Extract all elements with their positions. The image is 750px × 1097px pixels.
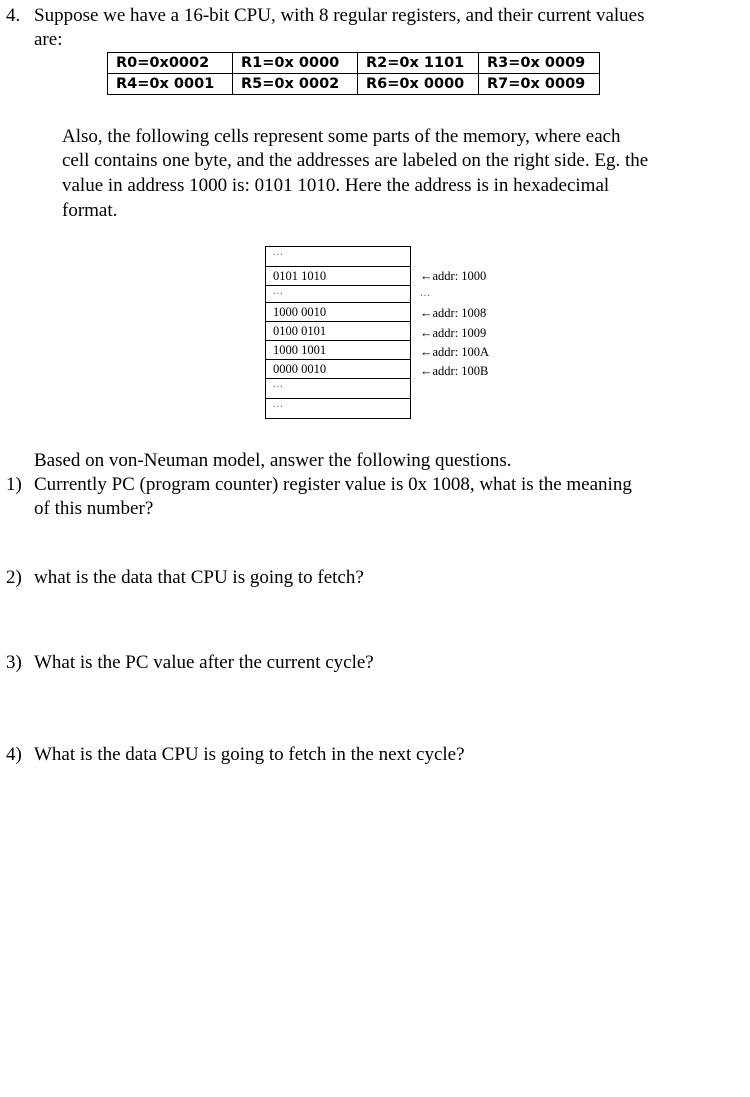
memory-diagram	[265, 246, 411, 419]
register-row	[108, 53, 600, 74]
register-cell: R3=0x 0009	[479, 53, 600, 74]
register-cell: R0=0x0002	[108, 53, 233, 74]
register-cell: R6=0x 0000	[358, 74, 479, 95]
register-cell: R7=0x 0009	[479, 74, 600, 95]
address-label: ←addr: 100A	[420, 345, 490, 359]
memory-text-line2: cell contains one byte, and the addresses are labeled on the right side. Eg. the	[62, 150, 649, 171]
address-label: ←addr: 1008	[420, 306, 487, 320]
memory-cell: …	[266, 286, 410, 303]
subquestion-number: 2)	[6, 567, 22, 588]
memory-cell: …	[266, 399, 410, 419]
subquestion-1-line1: Currently PC (program counter) register value is 0x 1008, what is the meaning	[34, 474, 632, 495]
memory-text-line1: Also, the following cells represent some parts of the memory, where each	[62, 126, 621, 147]
address-label: ←addr: 1000	[420, 269, 487, 283]
question-number: 4.	[6, 5, 21, 26]
register-cell: R5=0x 0002	[233, 74, 358, 95]
memory-cell: 0000 0010	[266, 360, 410, 379]
subquestion-number: 3)	[6, 652, 22, 673]
register-table	[107, 52, 600, 95]
subquestion-number: 1)	[6, 474, 22, 495]
subquestion-1-line2: of this number?	[34, 498, 154, 519]
subquestion-number: 4)	[6, 744, 22, 765]
address-label: ←addr: 1009	[420, 326, 487, 340]
memory-text-line3: value in address 1000 is: 0101 1010. Here the address is in hexadecimal	[62, 175, 610, 196]
memory-cell: …	[266, 247, 410, 267]
register-cell: R2=0x 1101	[358, 53, 479, 74]
address-label: …	[420, 288, 430, 299]
memory-cell: 0101 1010	[266, 267, 410, 286]
instructions-text: Based on von-Neuman model, answer the following questions.	[34, 450, 512, 471]
register-cell: R1=0x 0000	[233, 53, 358, 74]
subquestion-3-text: What is the PC value after the current cycle?	[34, 652, 374, 673]
memory-cell: 1000 1001	[266, 341, 410, 360]
subquestion-4-text: What is the data CPU is going to fetch in the next cycle?	[34, 744, 465, 765]
question-intro-line1: Suppose we have a 16-bit CPU, with 8 regular registers, and their current values	[34, 5, 645, 26]
address-label: ←addr: 100B	[420, 364, 489, 378]
subquestion-2-text: what is the data that CPU is going to fetch?	[34, 567, 364, 588]
register-row	[108, 74, 600, 95]
question-intro-line2: are:	[34, 29, 63, 50]
register-cell: R4=0x 0001	[108, 74, 233, 95]
memory-cell: 0100 0101	[266, 322, 410, 341]
memory-cell: 1000 0010	[266, 303, 410, 322]
memory-cell: …	[266, 379, 410, 399]
memory-text-line4: format.	[62, 200, 118, 221]
